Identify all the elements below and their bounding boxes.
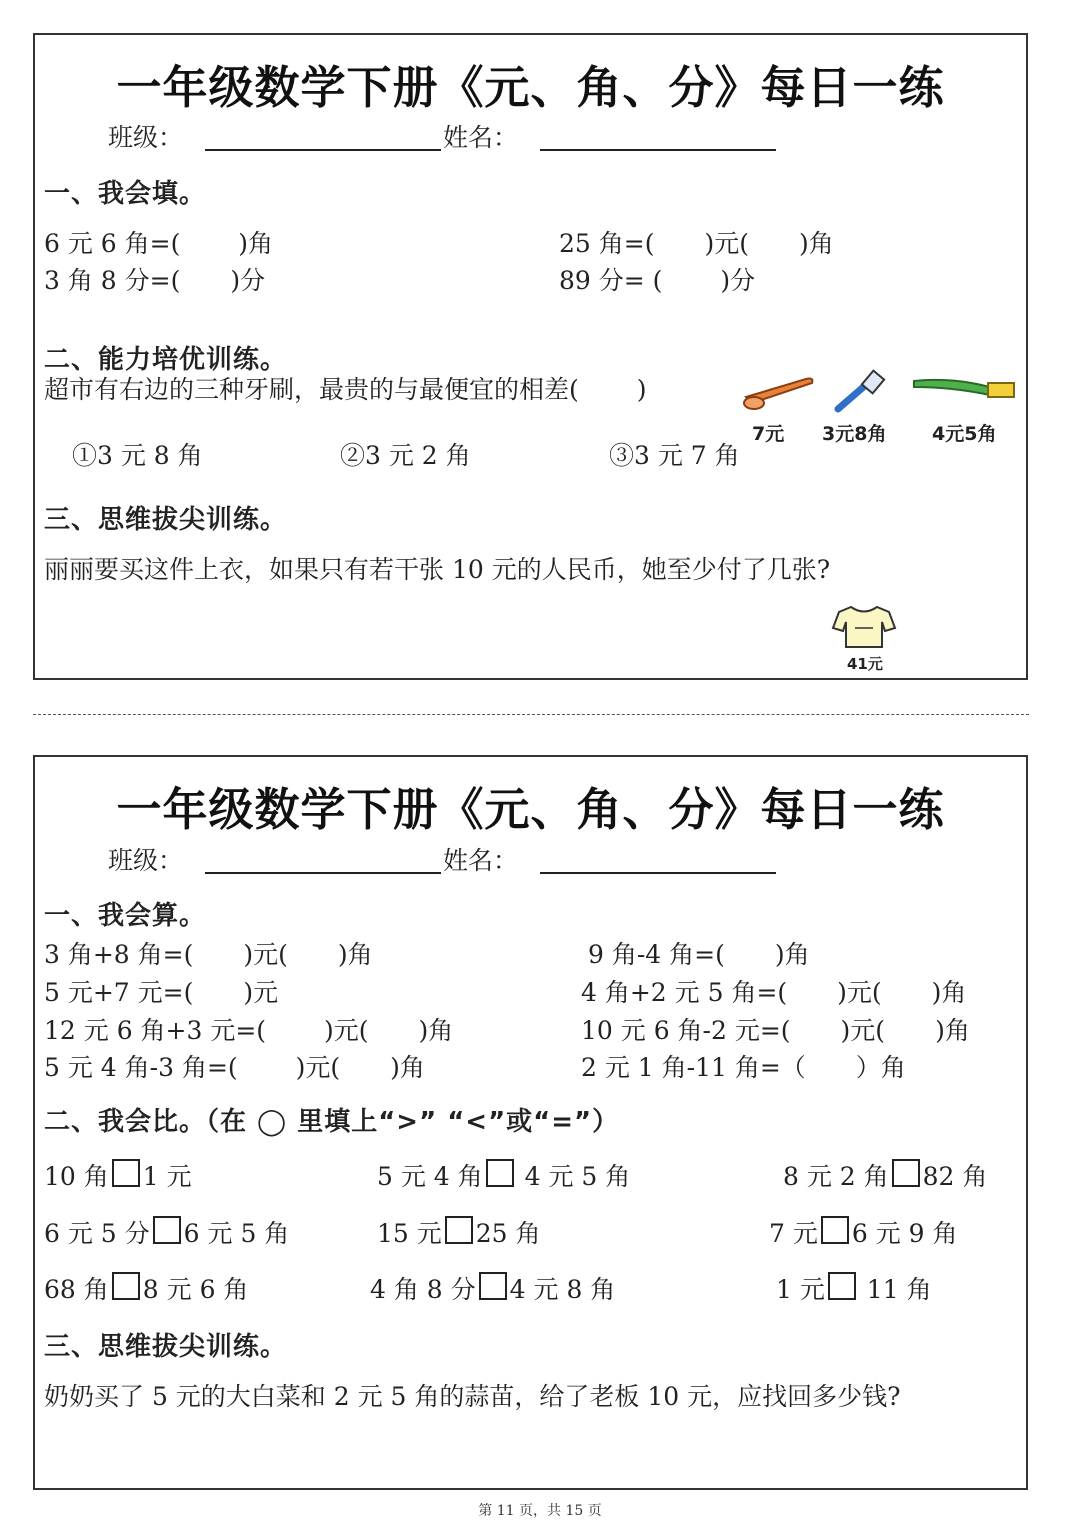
compare-item: 10 角 1 元 — [44, 1159, 192, 1189]
answer-box[interactable] — [479, 1272, 507, 1300]
worksheet-title: 一年级数学下册《元、角、分》每日一练 — [116, 783, 945, 836]
price-label: 41元 — [847, 655, 883, 673]
calc-item: 12 元 6 角+3 元=( )元( )角 — [44, 1016, 454, 1045]
section-heading: 三、思维拔尖训练。 — [44, 1332, 288, 1362]
section-heading: 一、我会算。 — [44, 901, 207, 931]
answer-box[interactable] — [892, 1159, 920, 1187]
toothbrush-orange-icon — [740, 373, 820, 413]
answer-box[interactable] — [486, 1159, 514, 1187]
name-blank — [540, 872, 776, 874]
answer-box[interactable] — [445, 1216, 473, 1244]
toothbrush-blue-icon — [830, 369, 890, 415]
calc-item: 5 元+7 元=( )元 — [44, 978, 279, 1007]
section-heading: 一、我会填。 — [44, 179, 207, 209]
cut-line — [33, 714, 1029, 715]
answer-box[interactable] — [153, 1216, 181, 1244]
name-label: 姓名： — [443, 123, 519, 152]
calc-item: 5 元 4 角-3 角=( )元( )角 — [44, 1053, 425, 1082]
price-label: 3元8角 — [822, 423, 887, 445]
question-fill: 6 元 6 角=( )角 — [44, 229, 274, 258]
compare-item: 5 元 4 角 4 元 5 角 — [377, 1159, 630, 1189]
class-blank — [205, 872, 441, 874]
question-text: 超市有右边的三种牙刷，最贵的与最便宜的相差( ) — [44, 375, 647, 404]
shirt-icon — [831, 604, 897, 650]
answer-box[interactable] — [828, 1272, 856, 1300]
price-label: 4元5角 — [932, 423, 997, 445]
option-2: ②3 元 2 角 — [340, 441, 471, 470]
compare-item: 68 角 8 元 6 角 — [44, 1272, 248, 1302]
compare-item: 1 元 11 角 — [776, 1272, 932, 1302]
option-1: ①3 元 8 角 — [72, 441, 203, 470]
question-text: 丽丽要买这件上衣，如果只有若干张 10 元的人民币，她至少付了几张? — [44, 555, 831, 584]
worksheet-2 — [33, 755, 1028, 1490]
compare-item: 4 角 8 分 4 元 8 角 — [370, 1272, 615, 1302]
question-fill: 25 角=( )元( )角 — [559, 229, 834, 258]
calc-item: 4 角+2 元 5 角=( )元( )角 — [581, 978, 967, 1007]
compare-item: 6 元 5 分 6 元 5 角 — [44, 1216, 289, 1246]
compare-item: 15 元 25 角 — [377, 1216, 541, 1246]
price-label: 7元 — [752, 423, 785, 445]
calc-item: 10 元 6 角-2 元=( )元( )角 — [581, 1016, 970, 1045]
worksheet-title: 一年级数学下册《元、角、分》每日一练 — [116, 61, 945, 114]
calc-item: 3 角+8 角=( )元( )角 — [44, 940, 373, 969]
calc-item: 9 角-4 角=( )角 — [588, 940, 810, 969]
answer-box[interactable] — [112, 1159, 140, 1187]
name-blank — [540, 149, 776, 151]
worksheet-1 — [33, 33, 1028, 680]
section-heading: 二、我会比。（在 ◯ 里填上“>” “<”或“=”） — [44, 1107, 620, 1137]
question-fill: 89 分= ( )分 — [559, 266, 756, 295]
question-fill: 3 角 8 分=( )分 — [44, 266, 266, 295]
option-3: ③3 元 7 角 — [609, 441, 740, 470]
section-heading: 三、思维拔尖训练。 — [44, 505, 288, 535]
answer-box[interactable] — [821, 1216, 849, 1244]
answer-box[interactable] — [112, 1272, 140, 1300]
compare-item: 7 元 6 元 9 角 — [769, 1216, 958, 1246]
section-heading: 二、能力培优训练。 — [44, 345, 288, 375]
class-blank — [205, 149, 441, 151]
page-footer: 第 11 页，共 15 页 — [478, 1503, 602, 1519]
class-label: 班级： — [108, 846, 184, 875]
name-label: 姓名： — [443, 846, 519, 875]
class-label: 班级： — [108, 123, 184, 152]
question-text: 奶奶买了 5 元的大白菜和 2 元 5 角的蒜苗，给了老板 10 元，应找回多少钱? — [44, 1382, 901, 1411]
calc-item: 2 元 1 角-11 角=（ ）角 — [581, 1053, 906, 1082]
compare-item: 8 元 2 角 82 角 — [783, 1159, 987, 1189]
toothbrush-green-icon — [912, 373, 1018, 403]
